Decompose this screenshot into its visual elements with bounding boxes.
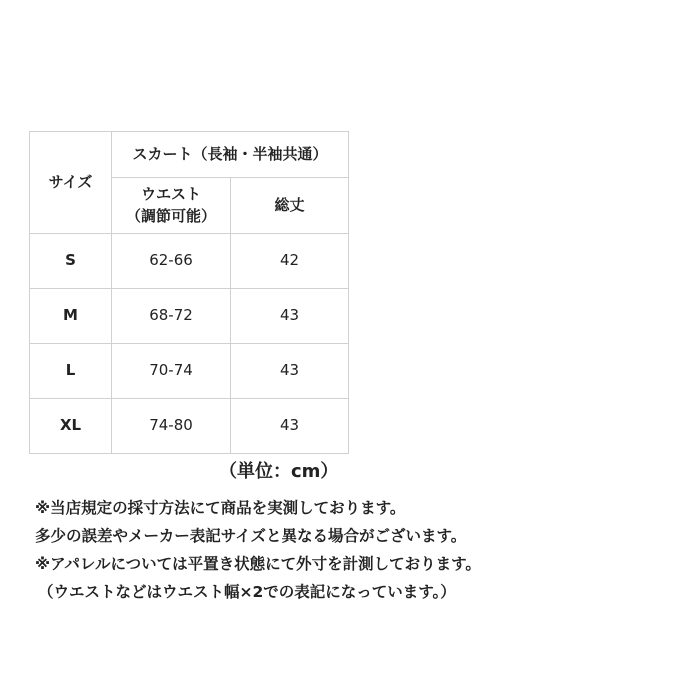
unit-label: （単位：cm） — [219, 461, 339, 482]
waist-cell: 74-80 — [112, 399, 231, 454]
length-cell: 42 — [231, 234, 349, 289]
waist-cell: 70-74 — [112, 344, 231, 399]
length-cell: 43 — [231, 399, 349, 454]
note-line: ※当店規定の採寸方法にて商品を実測しております。 — [35, 499, 406, 517]
size-cell: L — [30, 344, 112, 399]
table-row — [30, 344, 349, 399]
note-line: （ウエストなどはウエスト幅×2での表記になっています。） — [38, 583, 456, 601]
size-header: サイズ — [30, 132, 112, 234]
size-table — [29, 131, 349, 454]
table-row — [30, 234, 349, 289]
waist-header-label: ウエスト — [140, 184, 201, 203]
waist-header — [112, 178, 231, 234]
waist-cell: 62-66 — [112, 234, 231, 289]
table-row — [30, 289, 349, 344]
size-cell: XL — [30, 399, 112, 454]
size-cell: S — [30, 234, 112, 289]
notes — [35, 494, 481, 606]
note-line: ※アパレルについては平置き状態にて外寸を計測しております。 — [35, 555, 481, 573]
waist-cell: 68-72 — [112, 289, 231, 344]
table-row — [30, 399, 349, 454]
length-cell: 43 — [231, 344, 349, 399]
skirt-header: スカート（長袖・半袖共通） — [112, 132, 349, 178]
waist-header-note: （調節可能） — [125, 206, 216, 225]
length-cell: 43 — [231, 289, 349, 344]
length-header: 総丈 — [231, 178, 349, 234]
note-line: 多少の誤差やメーカー表記サイズと異なる場合がございます。 — [35, 527, 467, 545]
size-cell: M — [30, 289, 112, 344]
